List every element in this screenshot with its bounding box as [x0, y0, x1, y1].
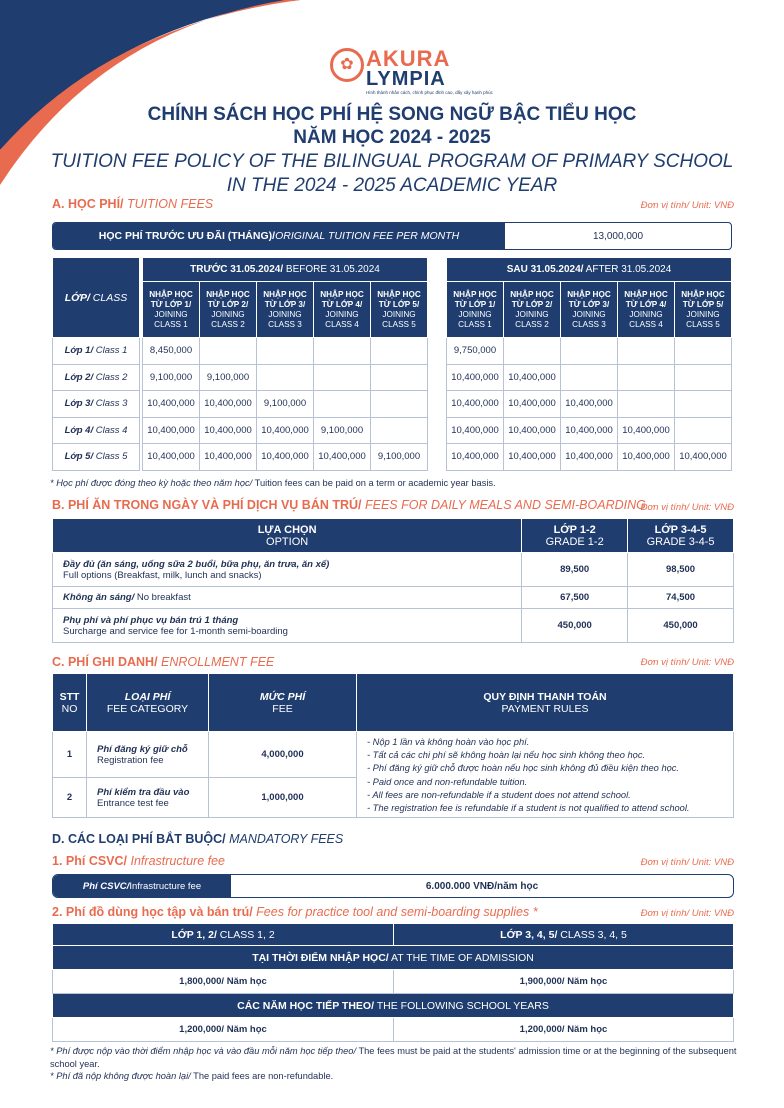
- enroll-fee-header: MỨC PHÍ FEE: [209, 674, 357, 732]
- class-row-2: Lớp 2/ Class 2: [53, 364, 140, 391]
- before-cell-r4-c2: 10,400,000: [200, 417, 257, 444]
- enrollment-table: [52, 673, 734, 818]
- meal-surcharge-g12: 450,000: [522, 609, 628, 643]
- enroll-category-1: Phí đăng ký giữ chỗ Registration fee: [87, 732, 209, 778]
- after-cell-r1-c3: [561, 338, 618, 365]
- after-join-header-4: NHẬP HỌC TỪ LỚP 4/ JOINING CLASS 4: [618, 282, 675, 338]
- tuition-note: * Học phí được đóng theo kỳ hoặc theo năm học/ Tuition fees can be paid on a term or academic year basis.: [50, 478, 496, 488]
- supplies-admission-class12: 1,800,000/ Năm học: [53, 970, 394, 994]
- meals-table: [52, 518, 734, 643]
- enroll-category-header: LOẠI PHÍ FEE CATEGORY: [87, 674, 209, 732]
- after-cell-r3-c2: 10,400,000: [504, 391, 561, 418]
- after-cell-r4-c1: 10,400,000: [447, 417, 504, 444]
- class-row-3: Lớp 3/ Class 3: [53, 391, 140, 418]
- supplies-admission-class345: 1,900,000/ Năm học: [394, 970, 734, 994]
- after-cell-r5-c4: 10,400,000: [618, 444, 675, 471]
- section-c-heading: C. PHÍ GHI DANH/ ENROLLMENT FEE: [52, 655, 275, 669]
- title-vi-line1: CHÍNH SÁCH HỌC PHÍ HỆ SONG NGỮ BẬC TIỂU HỌC: [147, 104, 637, 125]
- logo-text-bottom: LYMPIA: [366, 68, 446, 90]
- before-join-header-1: NHẬP HỌC TỪ LỚP 1/ JOINING CLASS 1: [143, 282, 200, 338]
- before-cell-r2-c1: 9,100,000: [143, 364, 200, 391]
- infrastructure-fee-value: 6.000.000 VNĐ/năm học: [425, 880, 539, 892]
- after-join-header-2: NHẬP HỌC TỪ LỚP 2/ JOINING CLASS 2: [504, 282, 561, 338]
- enroll-fee-2: 1,000,000: [209, 778, 357, 818]
- before-cell-r3-c5: [371, 391, 428, 418]
- after-cell-r2-c2: 10,400,000: [504, 364, 561, 391]
- unit-label-a: Đơn vị tính/ Unit: VNĐ: [640, 200, 734, 211]
- after-cell-r2-c3: [561, 364, 618, 391]
- before-cell-r1-c3: [257, 338, 314, 365]
- class-column-table: [52, 257, 140, 471]
- section-b-heading: B. PHÍ ĂN TRONG NGÀY VÀ PHÍ DỊCH VỤ BÁN TRÚ/ FEES FOR DAILY MEALS AND SEMI-BOARDING: [52, 498, 646, 512]
- before-cell-r2-c5: [371, 364, 428, 391]
- after-deadline-table: [446, 257, 732, 471]
- before-cell-r2-c4: [314, 364, 371, 391]
- after-cell-r1-c1: 9,750,000: [447, 338, 504, 365]
- supplies-note-2: * Phí đã nộp không được hoàn lại/ The paid fees are non-refundable.: [50, 1071, 334, 1081]
- enroll-category-2: Phí kiểm tra đầu vào Entrance test fee: [87, 778, 209, 818]
- before-deadline-table: [142, 257, 428, 471]
- before-header: TRƯỚC 31.05.2024/ BEFORE 31.05.2024: [143, 258, 428, 282]
- after-cell-r3-c3: 10,400,000: [561, 391, 618, 418]
- infrastructure-fee-row: [52, 874, 734, 898]
- meal-nobreakfast-g12: 67,500: [522, 587, 628, 609]
- original-fee-value: 13,000,000: [592, 230, 644, 242]
- after-cell-r2-c4: [618, 364, 675, 391]
- supplies-admission-header: TẠI THỜI ĐIỂM NHẬP HỌC/ AT THE TIME OF ADMISSION: [53, 946, 734, 970]
- supplies-class12-header: LỚP 1, 2/ CLASS 1, 2: [53, 924, 394, 946]
- after-cell-r5-c1: 10,400,000: [447, 444, 504, 471]
- before-cell-r2-c2: 9,100,000: [200, 364, 257, 391]
- before-join-header-5: NHẬP HỌC TỪ LỚP 5/ JOINING CLASS 5: [371, 282, 428, 338]
- after-join-header-3: NHẬP HỌC TỪ LỚP 3/ JOINING CLASS 3: [561, 282, 618, 338]
- logo-text-top: AKURA: [366, 46, 451, 71]
- supplies-following-header: CÁC NĂM HỌC TIẾP THEO/ THE FOLLOWING SCHOOL YEARS: [53, 994, 734, 1018]
- title-en-line1: TUITION FEE POLICY OF THE BILINGUAL PROGRAM OF PRIMARY SCHOOL: [50, 151, 734, 172]
- before-cell-r4-c3: 10,400,000: [257, 417, 314, 444]
- meal-full-g12: 89,500: [522, 553, 628, 587]
- enroll-payment-rules: - Nộp 1 lần và không hoàn vào học phí. - Tất cả các chi phí sẽ không hoàn lại nếu học sinh không theo học. - Phí đăng ký giữ chỗ được hoàn nếu học sinh không đủ điều kiện theo học. - Paid once and non-refundable tuition. - All fees are non-refundable if a student does not attend school. - The registration fee is refundable if a student is not qualified to attend school.: [357, 732, 734, 818]
- meals-grade345-header: LỚP 3-4-5 GRADE 3-4-5: [628, 519, 734, 553]
- after-cell-r2-c1: 10,400,000: [447, 364, 504, 391]
- section-d2-heading: 2. Phí đồ dùng học tập và bán trú/ Fees for practice tool and semi-boarding supplies *: [52, 905, 538, 919]
- title-vi-line2: NĂM HỌC 2024 - 2025: [293, 127, 491, 148]
- school-logo: [330, 26, 493, 96]
- meal-option-surcharge: Phụ phí và phí phục vụ bán trú 1 tháng Surcharge and service fee for 1-month semi-boarding: [53, 609, 522, 643]
- before-cell-r3-c2: 10,400,000: [200, 391, 257, 418]
- before-cell-r5-c1: 10,400,000: [143, 444, 200, 471]
- after-cell-r4-c5: [675, 417, 732, 444]
- class-row-4: Lớp 4/ Class 4: [53, 417, 140, 444]
- original-fee-label: HỌC PHÍ TRƯỚC ƯU ĐÃI (THÁNG)/ ORIGINAL TUITION FEE PER MONTH: [53, 223, 505, 249]
- after-cell-r4-c2: 10,400,000: [504, 417, 561, 444]
- unit-label-c: Đơn vị tính/ Unit: VNĐ: [640, 657, 734, 668]
- meal-surcharge-g345: 450,000: [628, 609, 734, 643]
- after-cell-r2-c5: [675, 364, 732, 391]
- section-d-heading: D. CÁC LOẠI PHÍ BẮT BUỘC/ MANDATORY FEES: [52, 832, 344, 846]
- before-join-header-2: NHẬP HỌC TỪ LỚP 2/ JOINING CLASS 2: [200, 282, 257, 338]
- after-cell-r1-c5: [675, 338, 732, 365]
- meals-option-header: LỰA CHỌN OPTION: [53, 519, 522, 553]
- infrastructure-fee-label: Phí CSVC/ Infrastructure fee: [53, 875, 231, 897]
- enroll-fee-1: 4,000,000: [209, 732, 357, 778]
- before-cell-r5-c2: 10,400,000: [200, 444, 257, 471]
- before-cell-r3-c1: 10,400,000: [143, 391, 200, 418]
- before-cell-r3-c4: [314, 391, 371, 418]
- after-cell-r5-c5: 10,400,000: [675, 444, 732, 471]
- after-cell-r3-c4: [618, 391, 675, 418]
- after-join-header-5: NHẬP HỌC TỪ LỚP 5/ JOINING CLASS 5: [675, 282, 732, 338]
- meal-full-g345: 98,500: [628, 553, 734, 587]
- flower-icon: ✿: [340, 56, 354, 73]
- before-cell-r4-c5: [371, 417, 428, 444]
- section-a-heading: A. HỌC PHÍ/ TUITION FEES: [52, 197, 214, 211]
- meals-grade12-header: LỚP 1-2 GRADE 1-2: [522, 519, 628, 553]
- before-cell-r5-c5: 9,100,000: [371, 444, 428, 471]
- after-cell-r4-c3: 10,400,000: [561, 417, 618, 444]
- after-cell-r3-c5: [675, 391, 732, 418]
- unit-label-d2: Đơn vị tính/ Unit: VNĐ: [640, 908, 734, 919]
- before-cell-r4-c1: 10,400,000: [143, 417, 200, 444]
- supplies-class345-header: LỚP 3, 4, 5/ CLASS 3, 4, 5: [394, 924, 734, 946]
- logo-tagline: Hình thành nhân cách, chinh phục đỉnh cao, dấy xây hạnh phúc: [366, 90, 493, 95]
- after-cell-r3-c1: 10,400,000: [447, 391, 504, 418]
- original-fee-row: [52, 222, 732, 250]
- before-cell-r4-c4: 9,100,000: [314, 417, 371, 444]
- before-cell-r1-c4: [314, 338, 371, 365]
- class-header: LỚP/ CLASS: [53, 258, 140, 338]
- after-cell-r5-c3: 10,400,000: [561, 444, 618, 471]
- supplies-table: [52, 923, 734, 1042]
- before-cell-r2-c3: [257, 364, 314, 391]
- before-cell-r1-c2: [200, 338, 257, 365]
- unit-label-d1: Đơn vị tính/ Unit: VNĐ: [640, 857, 734, 868]
- supplies-following-class12: 1,200,000/ Năm học: [53, 1018, 394, 1042]
- enroll-stt-header: STT NO: [53, 674, 87, 732]
- class-row-1: Lớp 1/ Class 1: [53, 338, 140, 365]
- supplies-note-1: * Phí được nộp vào thời điểm nhập học và vào đầu mỗi năm học tiếp theo/ The fees must be paid at the students' admission time or at the beginning of the subsequent school year.: [50, 1046, 737, 1069]
- section-d1-heading: 1. Phí CSVC/ Infrastructure fee: [52, 854, 225, 868]
- after-cell-r1-c2: [504, 338, 561, 365]
- after-header: SAU 31.05.2024/ AFTER 31.05.2024: [447, 258, 732, 282]
- after-cell-r1-c4: [618, 338, 675, 365]
- supplies-following-class345: 1,200,000/ Năm học: [394, 1018, 734, 1042]
- before-join-header-4: NHẬP HỌC TỪ LỚP 4/ JOINING CLASS 4: [314, 282, 371, 338]
- enroll-no-1: 1: [53, 732, 87, 778]
- before-cell-r1-c1: 8,450,000: [143, 338, 200, 365]
- enroll-no-2: 2: [53, 778, 87, 818]
- before-cell-r3-c3: 9,100,000: [257, 391, 314, 418]
- before-cell-r5-c3: 10,400,000: [257, 444, 314, 471]
- meal-nobreakfast-g345: 74,500: [628, 587, 734, 609]
- after-cell-r5-c2: 10,400,000: [504, 444, 561, 471]
- before-cell-r1-c5: [371, 338, 428, 365]
- class-row-5: Lớp 5/ Class 5: [53, 444, 140, 471]
- meal-option-nobreakfast: Không ăn sáng/ No breakfast: [53, 587, 522, 609]
- after-cell-r4-c4: 10,400,000: [618, 417, 675, 444]
- title-en-line2: IN THE 2024 - 2025 ACADEMIC YEAR: [226, 175, 558, 196]
- before-join-header-3: NHẬP HỌC TỪ LỚP 3/ JOINING CLASS 3: [257, 282, 314, 338]
- before-cell-r5-c4: 10,400,000: [314, 444, 371, 471]
- enroll-rules-header: QUY ĐỊNH THANH TOÁN PAYMENT RULES: [357, 674, 734, 732]
- unit-label-b: Đơn vị tính/ Unit: VNĐ: [640, 502, 734, 513]
- after-join-header-1: NHẬP HỌC TỪ LỚP 1/ JOINING CLASS 1: [447, 282, 504, 338]
- meal-option-full: Đầy đủ (ăn sáng, uống sữa 2 buổi, bữa phụ, ăn trưa, ăn xế) Full options (Breakfast, milk, lunch and snacks): [53, 553, 522, 587]
